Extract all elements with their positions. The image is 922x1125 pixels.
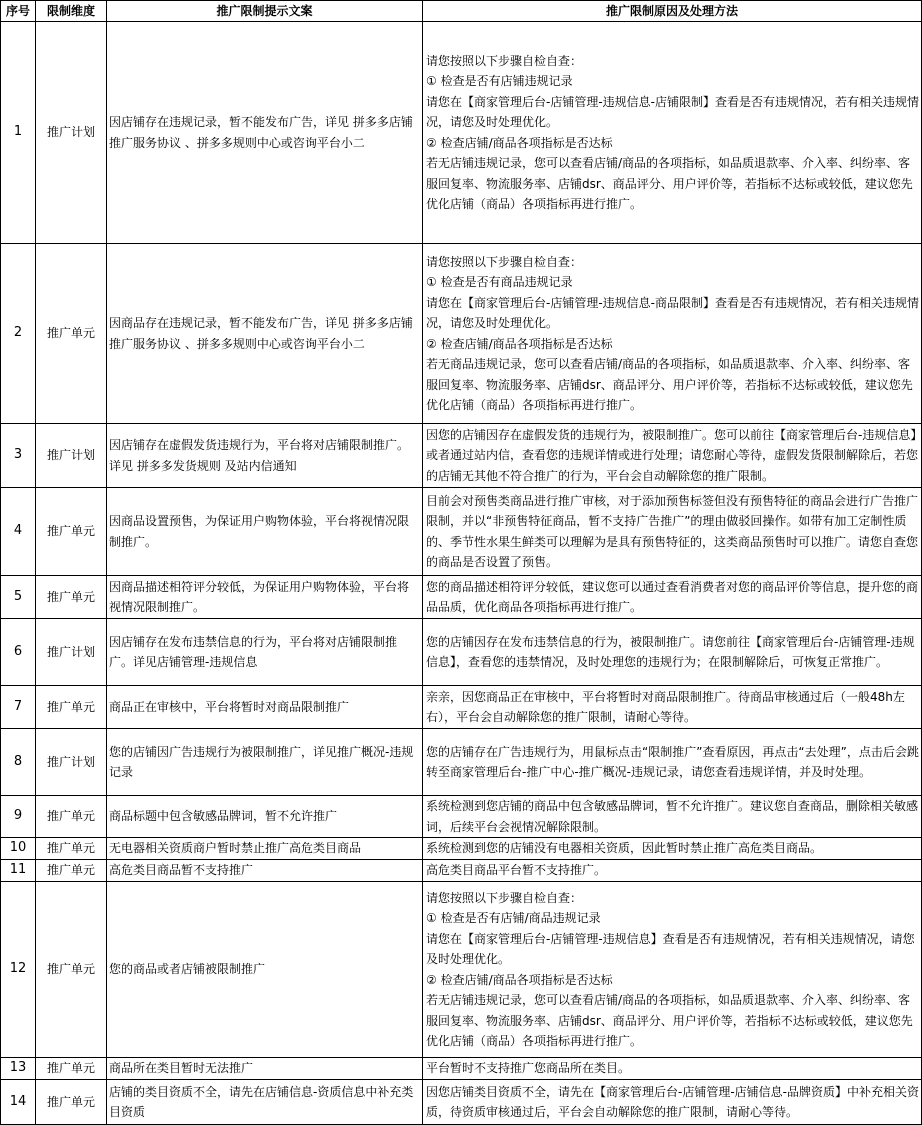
table-row — [1, 244, 922, 424]
row-number: 8 — [1, 729, 36, 796]
table-row — [1, 619, 922, 686]
row-number: 6 — [1, 619, 36, 686]
row-scope: 推广单元 — [36, 860, 107, 882]
reason-line: ② 检查店铺/商品各项指标是否达标 — [426, 336, 613, 351]
table-row — [1, 882, 922, 1058]
row-prompt: 商品标题中包含敏感品牌词，暂不允许推广 — [107, 796, 423, 838]
row-reason — [423, 576, 922, 619]
row-scope: 推广单元 — [36, 686, 107, 729]
row-scope: 推广单元 — [36, 838, 107, 860]
row-scope: 推广单元 — [36, 244, 107, 424]
table-row — [1, 729, 922, 796]
reason-line: 您的店铺因存在发布违禁信息的行为，被限制推广。请您前往【商家管理后台-店铺管理-违规信息】，查看您的违禁情况，及时处理您的违规行为；在限制解除后，可恢复正常推广。 — [426, 634, 915, 669]
row-reason — [423, 244, 922, 424]
row-prompt: 因商品描述相符评分较低，为保证用户购物体验，平台将视情况限制推广。 — [107, 576, 423, 619]
row-reason — [423, 424, 922, 488]
reason-line: ② 检查店铺/商品各项指标是否达标 — [426, 135, 613, 150]
row-scope: 推广计划 — [36, 729, 107, 796]
reason-line: 若无店铺违规记录，您可以查看店铺/商品的各项指标，如品质退款率、介入率、纠纷率、客服回复率、物流服务率、店铺dsr、商品评分、用户评价等，若指标不达标或较低，建议您先优化店铺（商品）各项指标再进行推广。 — [426, 156, 913, 211]
row-reason — [423, 619, 922, 686]
row-reason — [423, 860, 922, 882]
row-number: 12 — [1, 882, 36, 1058]
reason-line: 请您在【商家管理后台-店铺管理-违规信息】查看是否有违规情况，若有相关违规情况，请您及时处理优化。 — [426, 931, 915, 966]
row-reason — [423, 488, 922, 576]
row-number: 13 — [1, 1058, 36, 1080]
row-reason — [423, 686, 922, 729]
row-number: 4 — [1, 488, 36, 576]
reason-line: ② 检查店铺/商品各项指标是否达标 — [426, 972, 613, 987]
reason-line: 请您按照以下步骤自检自查： — [426, 890, 583, 905]
row-prompt: 因店铺存在虚假发货违规行为，平台将对店铺限制推广。详见 拼多多发货规则 及站内信通知 — [107, 424, 423, 488]
row-number: 1 — [1, 22, 36, 244]
reason-line: 系统检测到您的店铺没有电器相关资质，因此暂时禁止推广高危类目商品。 — [426, 841, 823, 856]
row-scope: 推广单元 — [36, 1080, 107, 1125]
table-row — [1, 576, 922, 619]
reason-line: 请您在【商家管理后台-店铺管理-违规信息-商品限制】查看是否有违规情况，若有相关违规情况，请您及时处理优化。 — [426, 295, 919, 330]
reason-line: 亲亲，因您商品正在审核中，平台将暂时对商品限制推广。待商品审核通过后（一般48h左右），平台会自动解除您的推广限制，请耐心等待。 — [426, 689, 905, 724]
table-row — [1, 1080, 922, 1125]
row-scope: 推广计划 — [36, 424, 107, 488]
row-prompt: 因店铺存在发布违禁信息的行为，平台将对店铺限制推广。详见店铺管理-违规信息 — [107, 619, 423, 686]
reason-line: 因您店铺类目资质不全，请先在【商家管理后台-店铺管理-店铺信息-品牌资质】中补充相关资质，待资质审核通过后，平台会自动解除您的推广限制，请耐心等待。 — [426, 1084, 919, 1119]
row-scope: 推广单元 — [36, 1058, 107, 1080]
row-number: 7 — [1, 686, 36, 729]
row-reason — [423, 796, 922, 838]
header-num: 序号 — [1, 1, 36, 22]
row-reason — [423, 729, 922, 796]
row-number: 2 — [1, 244, 36, 424]
table-row — [1, 686, 922, 729]
row-number: 10 — [1, 838, 36, 860]
table-row — [1, 424, 922, 488]
reason-line: 您的店铺存在广告违规行为，用鼠标点击“限制推广”查看原因，再点击“去处理”，点击后会跳转至商家管理后台-推广中心-推广概况-违规记录，请您查看违规详情，并及时处理。 — [426, 744, 919, 779]
row-reason — [423, 1080, 922, 1125]
row-number: 14 — [1, 1080, 36, 1125]
reason-line: 您的商品描述相符评分较低，建议您可以通过查看消费者对您的商品评价等信息，提升您的商品品质，优化商品各项指标再进行推广。 — [426, 579, 919, 614]
row-prompt: 因店铺存在违规记录，暂不能发布广告，详见 拼多多店铺推广服务协议 、拼多多规则中心或咨询平台小二 — [107, 22, 423, 244]
reason-line: ① 检查是否有店铺/商品违规记录 — [426, 911, 601, 925]
table-body — [1, 22, 922, 1125]
row-prompt: 因商品存在违规记录，暂不能发布广告，详见 拼多多店铺推广服务协议 、拼多多规则中心或咨询平台小二 — [107, 244, 423, 424]
reason-line: ① 检查是否有商品违规记录 — [426, 275, 573, 289]
reason-line: 平台暂时不支持推广您商品所在类目。 — [426, 1061, 631, 1076]
table-row — [1, 1058, 922, 1080]
header-row — [1, 1, 922, 22]
reason-line: 目前会对预售类商品进行推广审核，对于添加预售标签但没有预售特征的商品会进行广告推广限制，并以“非预售特征商品，暂不支持广告推广”的理由做驳回操作。如带有加工定制性质的、季节性水果生鲜类可以理解为是具有预售特征的，这类商品预售时可以推广。请您自查您的商品是否设置了预售。 — [426, 493, 919, 569]
table-row — [1, 488, 922, 576]
row-scope: 推广计划 — [36, 22, 107, 244]
row-prompt: 您的商品或者店铺被限制推广 — [107, 882, 423, 1058]
reason-line: 请您按照以下步骤自检自查： — [426, 53, 583, 68]
reason-line: ① 检查是否有店铺违规记录 — [426, 74, 573, 88]
row-reason — [423, 1058, 922, 1080]
row-prompt: 商品所在类目暂时无法推广 — [107, 1058, 423, 1080]
row-reason — [423, 838, 922, 860]
row-prompt: 因商品设置预售，为保证用户购物体验，平台将视情况限制推广。 — [107, 488, 423, 576]
header-reason: 推广限制原因及处理方法 — [423, 1, 922, 22]
table-row — [1, 22, 922, 244]
table-row — [1, 838, 922, 860]
table-row — [1, 796, 922, 838]
row-prompt: 您的店铺因广告违规行为被限制推广，详见推广概况-违规记录 — [107, 729, 423, 796]
header-prompt: 推广限制提示文案 — [107, 1, 423, 22]
reason-line: 高危类目商品平台暂不支持推广。 — [426, 863, 607, 878]
row-prompt: 商品正在审核中，平台将暂时对商品限制推广 — [107, 686, 423, 729]
row-prompt: 高危类目商品暂不支持推广 — [107, 860, 423, 882]
row-prompt: 无电器相关资质商户暂时禁止推广高危类目商品 — [107, 838, 423, 860]
row-scope: 推广单元 — [36, 796, 107, 838]
reason-line: 请您按照以下步骤自检自查： — [426, 254, 583, 269]
table-row — [1, 860, 922, 882]
row-number: 9 — [1, 796, 36, 838]
reason-line: 因您的店铺因存在虚假发货的违规行为，被限制推广。您可以前往【商家管理后台-违规信息】或者通过站内信，查看您的违规详情或进行处理；请您耐心等待，虚假发货限制解除后，若您的店铺无其他不符合推广的行为，平台会自动解除您的推广限制。 — [426, 427, 919, 483]
row-reason — [423, 22, 922, 244]
row-prompt: 店铺的类目资质不全，请先在店铺信息-资质信息中补充类目资质 — [107, 1080, 423, 1125]
reason-line: 若无商品违规记录，您可以查看店铺/商品的各项指标，如品质退款率、介入率、纠纷率、客服回复率、物流服务率、店铺dsr、商品评分、用户评价等，若指标不达标或较低，建议您先优化店铺（商品）各项指标再进行推广。 — [426, 357, 913, 412]
reason-line: 若无店铺违规记录，您可以查看店铺/商品的各项指标，如品质退款率、介入率、纠纷率、客服回复率、物流服务率、店铺dsr、商品评分、用户评价等，若指标不达标或较低，建议您先优化店铺（商品）各项指标再进行推广。 — [426, 993, 913, 1048]
reason-line: 系统检测到您店铺的商品中包含敏感品牌词，暂不允许推广。建议您自查商品，删除相关敏感词，后续平台会视情况解除限制。 — [426, 799, 919, 834]
row-scope: 推广计划 — [36, 619, 107, 686]
row-scope: 推广单元 — [36, 576, 107, 619]
row-number: 11 — [1, 860, 36, 882]
header-scope: 限制维度 — [36, 1, 107, 22]
row-scope: 推广单元 — [36, 488, 107, 576]
row-reason — [423, 882, 922, 1058]
row-number: 3 — [1, 424, 36, 488]
reason-line: 请您在【商家管理后台-店铺管理-违规信息-店铺限制】查看是否有违规情况，若有相关违规情况，请您及时处理优化。 — [426, 94, 919, 129]
row-number: 5 — [1, 576, 36, 619]
row-scope: 推广单元 — [36, 882, 107, 1058]
